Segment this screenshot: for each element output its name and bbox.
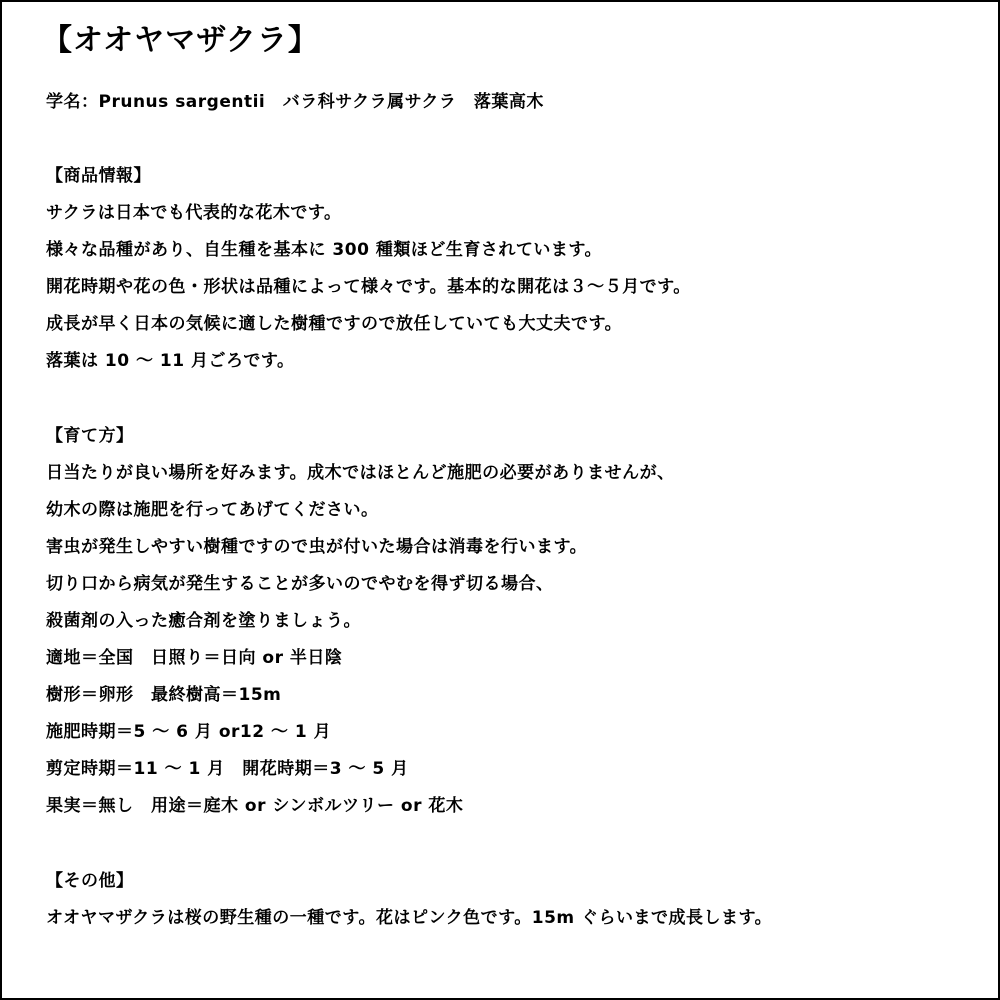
care-spec-line: 果実＝無し 用途＝庭木 or シンボルツリー or 花木 [46,796,464,816]
other-heading: 【その他】 [46,871,134,891]
care-line: 日当たりが良い場所を好みます。成木ではほとんど施肥の必要がありませんが、 [46,463,675,483]
care-heading: 【育て方】 [46,426,134,446]
other-line: オオヤマザクラは桜の野生種の一種です。花はピンク色です。15m ぐらいまで成長します。 [46,908,773,928]
product-info-line: 成長が早く日本の気候に適した樹種ですので放任していても大丈夫です。 [46,314,623,334]
product-info-line: 落葉は 10 ～ 11 月ごろです。 [46,351,295,371]
care-spec-line: 施肥時期＝5 ～ 6 月 or12 ～ 1 月 [46,722,332,742]
product-info-heading: 【商品情報】 [46,166,151,186]
care-line: 幼木の際は施肥を行ってあげてください。 [46,500,379,520]
care-spec-line: 剪定時期＝11 ～ 1 月 開花時期＝3 ～ 5 月 [46,759,409,779]
product-info-line: 様々な品種があり、自生種を基本に 300 種類ほど生育されています。 [46,240,602,260]
product-info-line: 開花時期や花の色・形状は品種によって様々です。基本的な開花は３～５月です。 [46,277,691,297]
care-line: 殺菌剤の入った癒合剤を塗りましょう。 [46,611,361,631]
page-title: 【オオヤマザクラ】 [42,23,319,58]
care-line: 害虫が発生しやすい樹種ですので虫が付いた場合は消毒を行います。 [46,537,588,557]
scientific-name-line: 学名：Prunus sargentii バラ科サクラ属サクラ 落葉高木 [46,92,544,112]
care-line: 切り口から病気が発生することが多いのでやむを得ず切る場合、 [46,574,554,594]
care-spec-line: 適地＝全国 日照り＝日向 or 半日陰 [46,648,343,668]
care-spec-line: 樹形＝卵形 最終樹高＝15m [46,685,282,705]
product-info-line: サクラは日本でも代表的な花木です。 [46,203,342,223]
